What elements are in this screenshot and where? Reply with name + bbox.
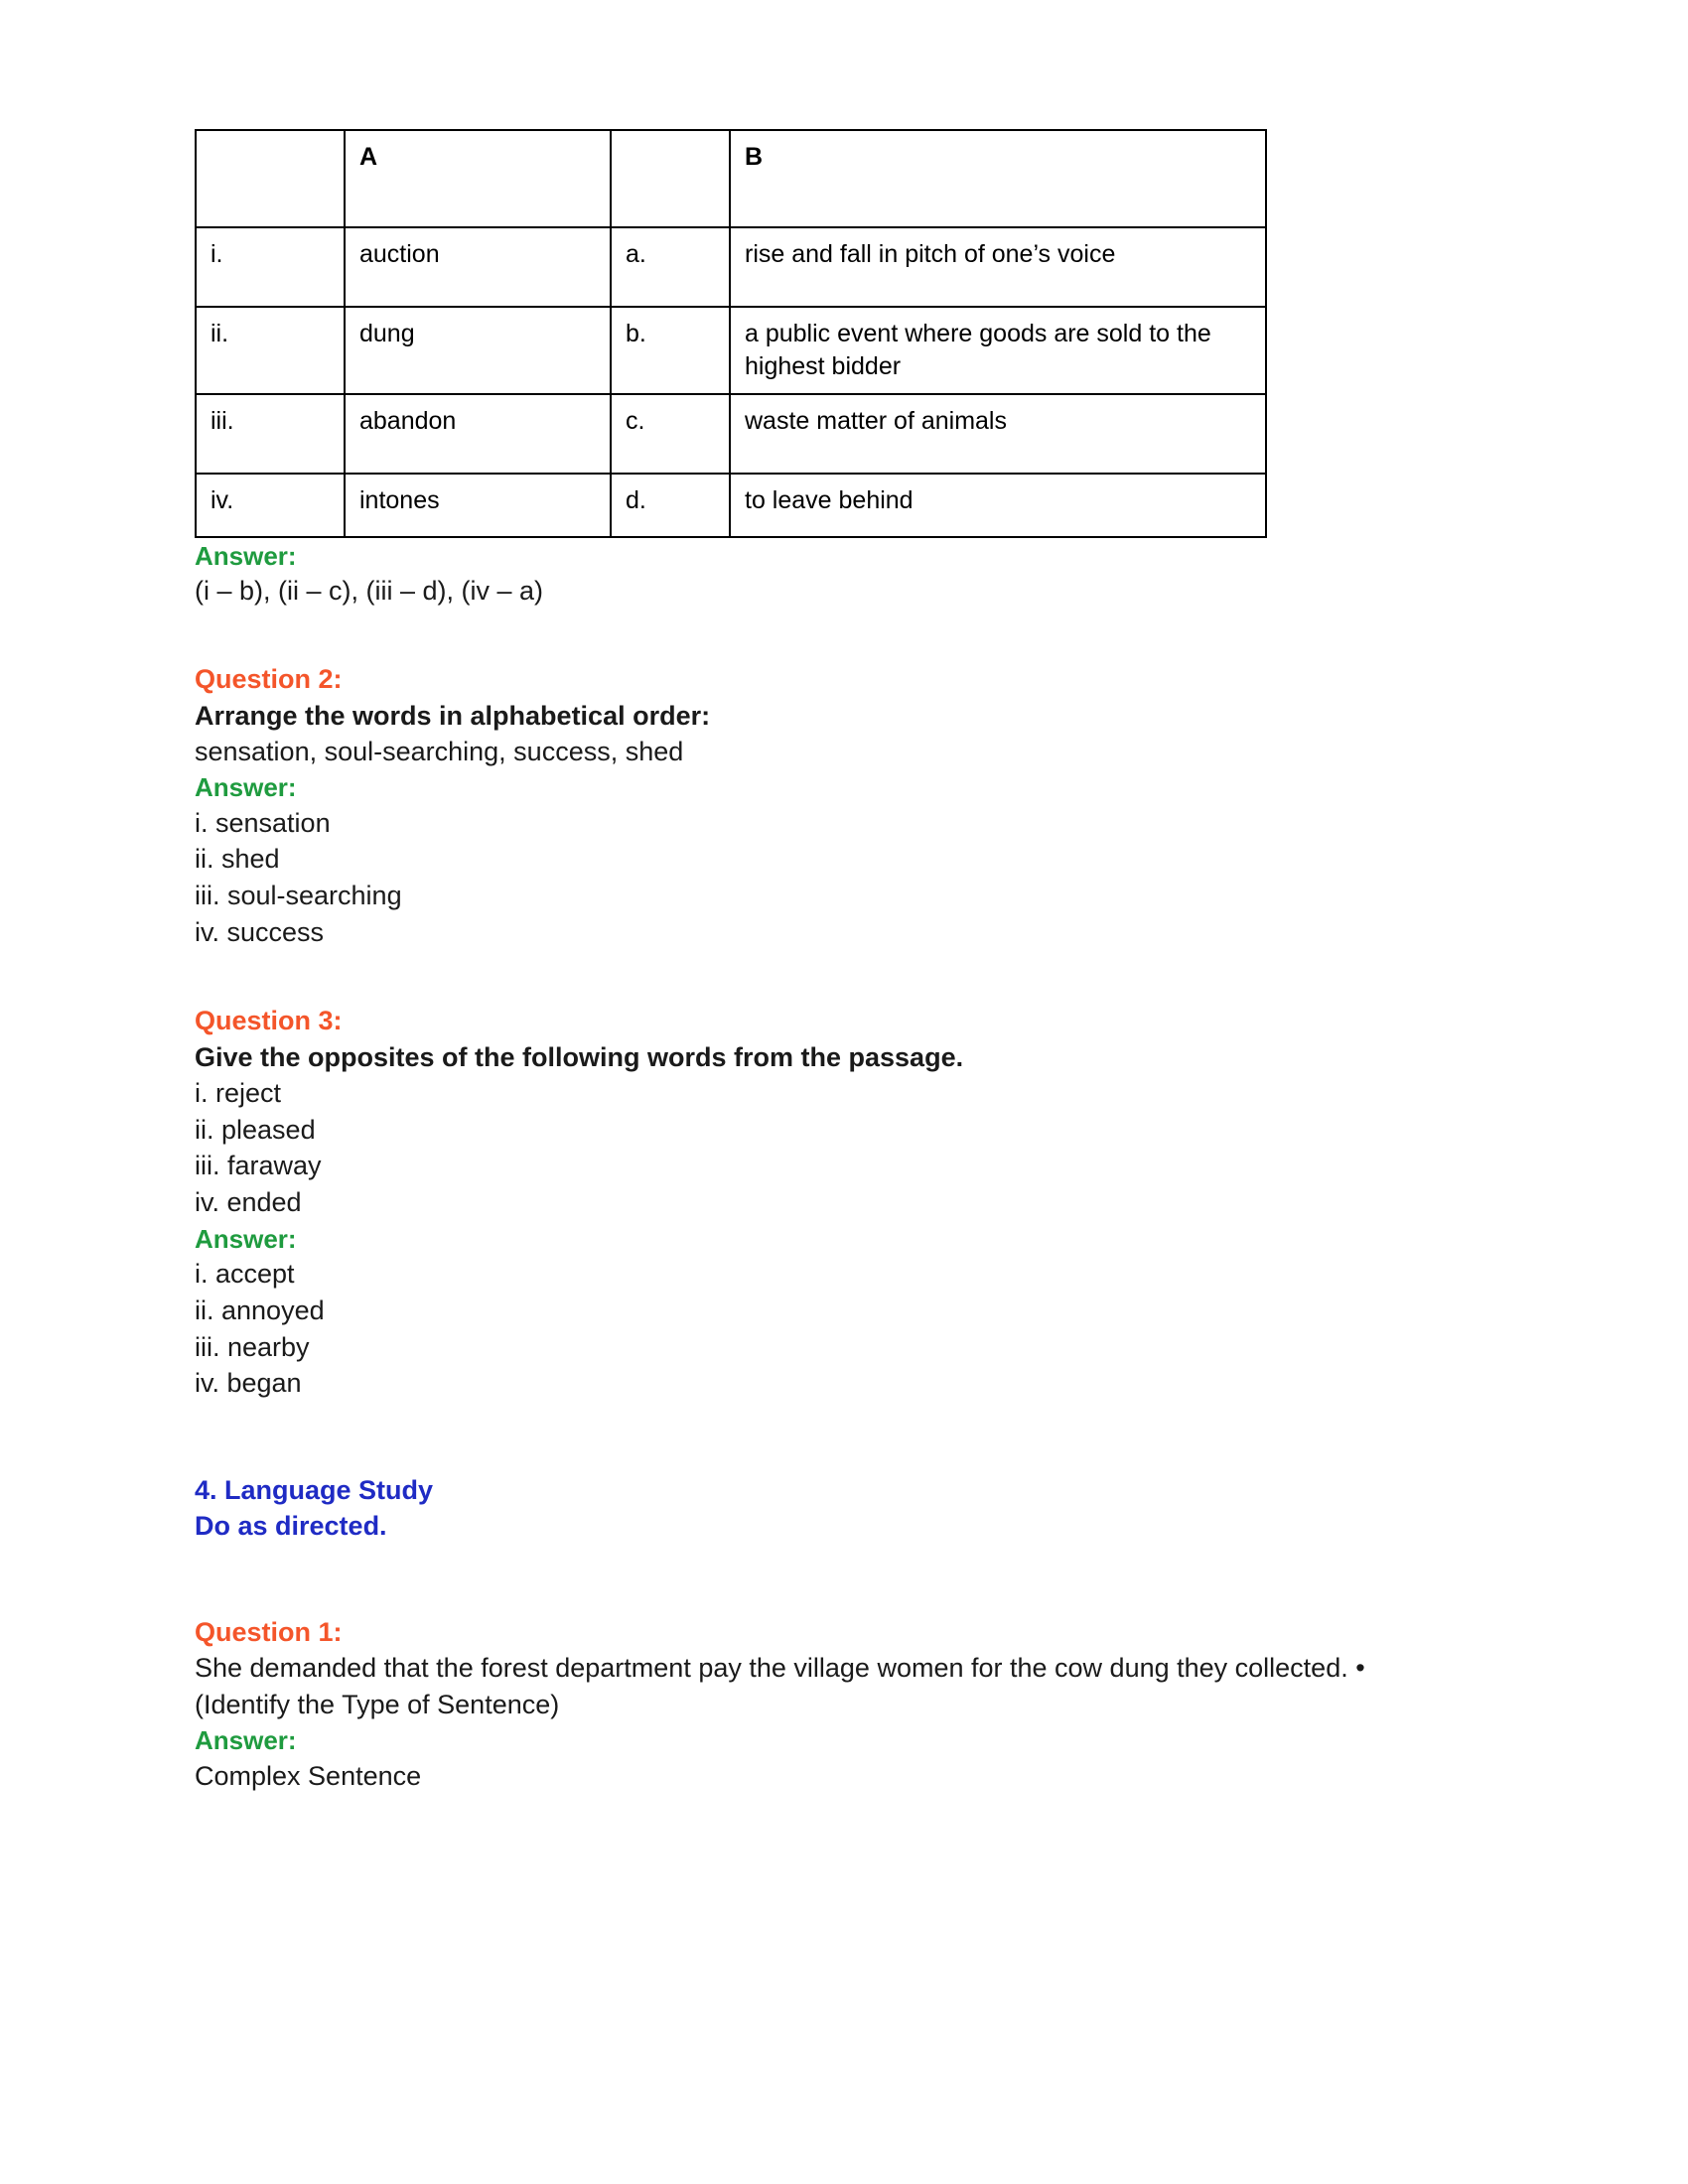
question-2-words: sensation, soul-searching, success, shed	[195, 737, 684, 767]
table-row	[196, 227, 1266, 307]
list-item: iii. nearby	[195, 1331, 310, 1362]
row-letter: c.	[611, 394, 730, 474]
section-4-title: 4. Language Study	[195, 1475, 434, 1506]
spacer	[195, 1402, 1456, 1473]
row-letter: a.	[611, 227, 730, 307]
list-item: iii. faraway	[195, 1151, 322, 1181]
question-3-label: Question 3:	[195, 1006, 343, 1036]
row-meaning-b: waste matter of animals	[730, 394, 1266, 474]
list-item: ii. shed	[195, 844, 280, 875]
row-word-a: intones	[345, 474, 611, 537]
row-number: iv.	[196, 474, 345, 537]
list-item: i. reject	[195, 1078, 282, 1109]
row-meaning-b: rise and fall in pitch of one’s voice	[730, 227, 1266, 307]
table-header-a: A	[345, 130, 611, 227]
row-letter: d.	[611, 474, 730, 537]
row-number: ii.	[196, 307, 345, 394]
table-header-b: B	[730, 130, 1266, 227]
list-item: iv. began	[195, 1368, 302, 1399]
question-1-answer: Complex Sentence	[195, 1760, 422, 1791]
question-2-prompt: Arrange the words in alphabetical order:	[195, 700, 711, 731]
table-row	[196, 307, 1266, 394]
answer-label: Answer:	[195, 772, 297, 803]
table-header-blank-2	[611, 130, 730, 227]
answer-label: Answer:	[195, 1725, 297, 1756]
match-answer-text: (i – b), (ii – c), (iii – d), (iv – a)	[195, 576, 544, 607]
question-1-text: She demanded that the forest department pay the village women for the cow dung they collected. • (Identify the Type of Sentence)	[195, 1652, 1365, 1719]
list-item: iv. success	[195, 916, 325, 947]
row-number: i.	[196, 227, 345, 307]
list-item: i. sensation	[195, 807, 331, 838]
section-4-subtitle: Do as directed.	[195, 1510, 387, 1541]
question-1-label: Question 1:	[195, 1617, 343, 1648]
question-3-prompt: Give the opposites of the following words from the passage.	[195, 1041, 964, 1072]
match-the-pairs-table	[195, 129, 1267, 538]
table-header-blank-1	[196, 130, 345, 227]
spacer	[195, 1544, 1456, 1615]
list-item: iv. ended	[195, 1187, 302, 1218]
list-item: ii. pleased	[195, 1114, 316, 1145]
spacer	[195, 609, 1456, 662]
spacer	[195, 950, 1456, 1004]
list-item: i. accept	[195, 1259, 295, 1290]
question-2-label: Question 2:	[195, 664, 343, 695]
row-word-a: dung	[345, 307, 611, 394]
row-letter: b.	[611, 307, 730, 394]
list-item: ii. annoyed	[195, 1295, 325, 1325]
table-row	[196, 474, 1266, 537]
table-header-row	[196, 130, 1266, 227]
list-item: iii. soul-searching	[195, 880, 402, 910]
row-meaning-b: to leave behind	[730, 474, 1266, 537]
answer-label: Answer:	[195, 1223, 297, 1254]
document-content	[195, 129, 1456, 1794]
row-word-a: auction	[345, 227, 611, 307]
row-meaning-b: a public event where goods are sold to the highest bidder	[730, 307, 1266, 394]
table-row	[196, 394, 1266, 474]
row-number: iii.	[196, 394, 345, 474]
row-word-a: abandon	[345, 394, 611, 474]
answer-label: Answer:	[195, 541, 297, 571]
